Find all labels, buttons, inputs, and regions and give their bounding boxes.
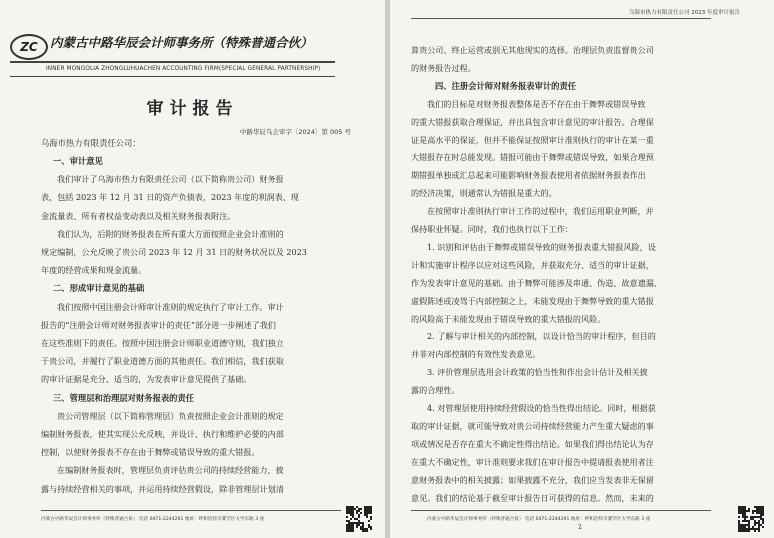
- body-text-line: 4. 对管理层使用持续经营假设的恰当性得出结论。同时，根据获: [427, 403, 656, 413]
- body-text-line: 在编制财务报表时，管理层负责评估贵公司的持续经营能力，披: [57, 465, 284, 476]
- header-rule: [411, 18, 711, 19]
- section-heading: 一、审计意见: [53, 156, 103, 166]
- page-header: 乌海市热力有限责任公司 2023 年度审计报告: [629, 10, 740, 16]
- body-text-line: 我们按照中国注册会计师审计准则的规定执行了审计工作。审计: [57, 301, 284, 312]
- body-text-line: 1. 识别和评估由于舞弊或错误导致的财务报表重大错报风险，设: [427, 241, 656, 252]
- body-text-line: 在重大不确定性，审计准则要求我们在审计报告中提请报表使用者注: [411, 456, 654, 467]
- page-1-footer: 内蒙古中路华辰会计师事务所（特殊普通合伙） 电话 0471-2244291 地址：呼和浩特市赛罕区大学东路 3 座: [41, 517, 265, 522]
- firm-name-en: INNER MONGOLIA ZHONGLUHUACHEN ACCOUNTING FIRM(SPECIAL GENERAL PARTNERSHIP): [46, 66, 321, 72]
- body-text-line: 的审计证据是充分、适当的，为发表审计意见提供了基础。: [41, 374, 252, 385]
- body-text-line: 规定编制，公允反映了贵公司 2023 年 12 月 31 日的财务状况以及 2023: [41, 247, 307, 257]
- body-text-line: 我们认为，后附的财务报表在所有重大方面按照企业会计准则的: [57, 228, 284, 239]
- body-text-line: 取的审计证据，就可能导致对贵公司持续经营能力产生重大疑虑的事: [411, 420, 654, 431]
- body-text-line: 编制财务报表，使其实现公允反映，并设计、执行和维护必要的内部: [41, 429, 284, 439]
- qr-code-icon: [346, 506, 372, 532]
- section-heading: 二、形成审计意见的基础: [53, 283, 145, 294]
- body-text-line: 在按照审计准则执行审计工作的过程中，我们运用职业判断，并: [427, 206, 654, 217]
- body-text-line: 的风险高于未能发现由于错误导致的重大错报的风险。: [411, 313, 606, 324]
- body-text-line: 意见。我们的结论基于截至审计报告日可获得的信息。然而，未来的: [411, 492, 654, 503]
- body-text-line: 算贵公司、终止运营或别无其他现实的选择。治理层负责监督贵公司: [411, 45, 654, 55]
- body-text-line: 我们的目标是对财务报表整体是否不存在由于舞弊或错误导致: [427, 98, 646, 109]
- body-text-line: 计和实施审计程序以应对这些风险，并获取充分、适当的审计证据，: [411, 259, 654, 270]
- body-text-line: 报告的“注册会计师对财务报表审计的责任”部分进一步阐述了我们: [41, 319, 276, 330]
- body-text-line: 3. 评价管理层选用会计政策的恰当性和作出会计估计及相关披: [427, 367, 648, 378]
- body-text-line: 露的合理性。: [411, 385, 460, 396]
- body-text-line: 意财务报表中的相关披露；如果披露不充分，我们应当发表非无保留: [411, 474, 654, 485]
- firm-name-zh: 内蒙古中路华辰会计师事务所（特殊普通合伙）: [50, 35, 313, 50]
- body-text-line: 在这些准则下的责任。按照中国注册会计师职业道德守则，我们独立: [41, 338, 284, 348]
- body-text-line: 作为发表审计意见的基础。由于舞弊可能涉及串通、伪造、故意遗漏、: [411, 277, 662, 288]
- section-heading: 四、注册会计师对财务报表审计的责任: [435, 80, 577, 91]
- body-text-line: 证是高水平的保证，但并不能保证按照审计准则执行的审计在某一重: [411, 134, 654, 145]
- section-heading: 三、管理层和治理层对财务报表的责任: [53, 392, 195, 403]
- body-text-line: 露与持续经营相关的事项，并运用持续经营假设，除非管理层计划清: [41, 483, 284, 494]
- body-text-line: 的经济决策，则通常认为错报是重大的。: [411, 188, 557, 199]
- document-number: 中路华辰乌会审字〔2024〕第 005 号: [239, 128, 351, 136]
- body-text-line: 的重大错报获取合理保证，并出具包含审计意见的审计报告。合理保: [411, 116, 654, 127]
- body-text-line: 2. 了解与审计相关的内部控制，以设计恰当的审计程序，但目的: [427, 331, 656, 342]
- page-2-footer: 内蒙古中路华辰会计师事务所（特殊普通合伙） 电话 0471-2244291 地址：呼和浩特市赛罕区大学东路 3 座: [427, 517, 651, 522]
- letterhead-rule-thin: [10, 76, 335, 77]
- body-text-line: 年度的经营成果和现金流量。: [41, 265, 147, 276]
- body-text-line: 贵公司管理层（以下简称管理层）负责按照企业会计准则的规定: [57, 410, 284, 421]
- body-text-line: 项或情况是否存在重大不确定性得出结论。如果我们得出结论认为存: [411, 438, 654, 449]
- report-title: 审计报告: [146, 99, 239, 119]
- body-text-line: 大错报存在时总能发现。错报可能由于舞弊或错误导致，如果合理预: [411, 152, 654, 163]
- body-text-line: 并非对内部控制的有效性发表意见。: [411, 349, 541, 360]
- firm-logo: ZC: [10, 34, 48, 60]
- report-page-1: [0, 0, 385, 538]
- body-text-line: 于贵公司，并履行了职业道德方面的其他责任。我们相信，我们获取: [41, 356, 284, 367]
- footer-rule: [411, 510, 711, 511]
- body-text-line: 表，包括 2023 年 12 月 31 日的资产负债表，2023 年度的利润表、现: [41, 192, 299, 203]
- body-text-line: 我们审计了乌海市热力有限责任公司（以下简称贵公司）财务报: [57, 174, 284, 185]
- body-text-line: 期错报单独或汇总起来可能影响财务报表使用者依据财务报表作出: [411, 170, 646, 181]
- salutation: 乌海市热力有限责任公司：: [41, 138, 141, 148]
- report-page-2: [390, 0, 774, 538]
- qr-code-icon: [738, 506, 764, 532]
- letterhead-rule: [10, 61, 335, 63]
- body-text-line: 控制，以使财务报表不存在由于舞弊或错误导致的重大错报。: [41, 447, 260, 458]
- footer-rule: [41, 510, 341, 511]
- body-text-line: 的财务报告过程。: [411, 62, 476, 73]
- body-text-line: 虚假陈述或凌驾于内部控制之上，未能发现由于舞弊导致的重大错报: [411, 295, 654, 306]
- body-text-line: 金流量表、所有者权益变动表以及相关财务报表附注。: [41, 210, 236, 221]
- page-number: 2: [578, 524, 582, 531]
- body-text-line: 保持职业怀疑。同时，我们也执行以下工作：: [411, 224, 573, 234]
